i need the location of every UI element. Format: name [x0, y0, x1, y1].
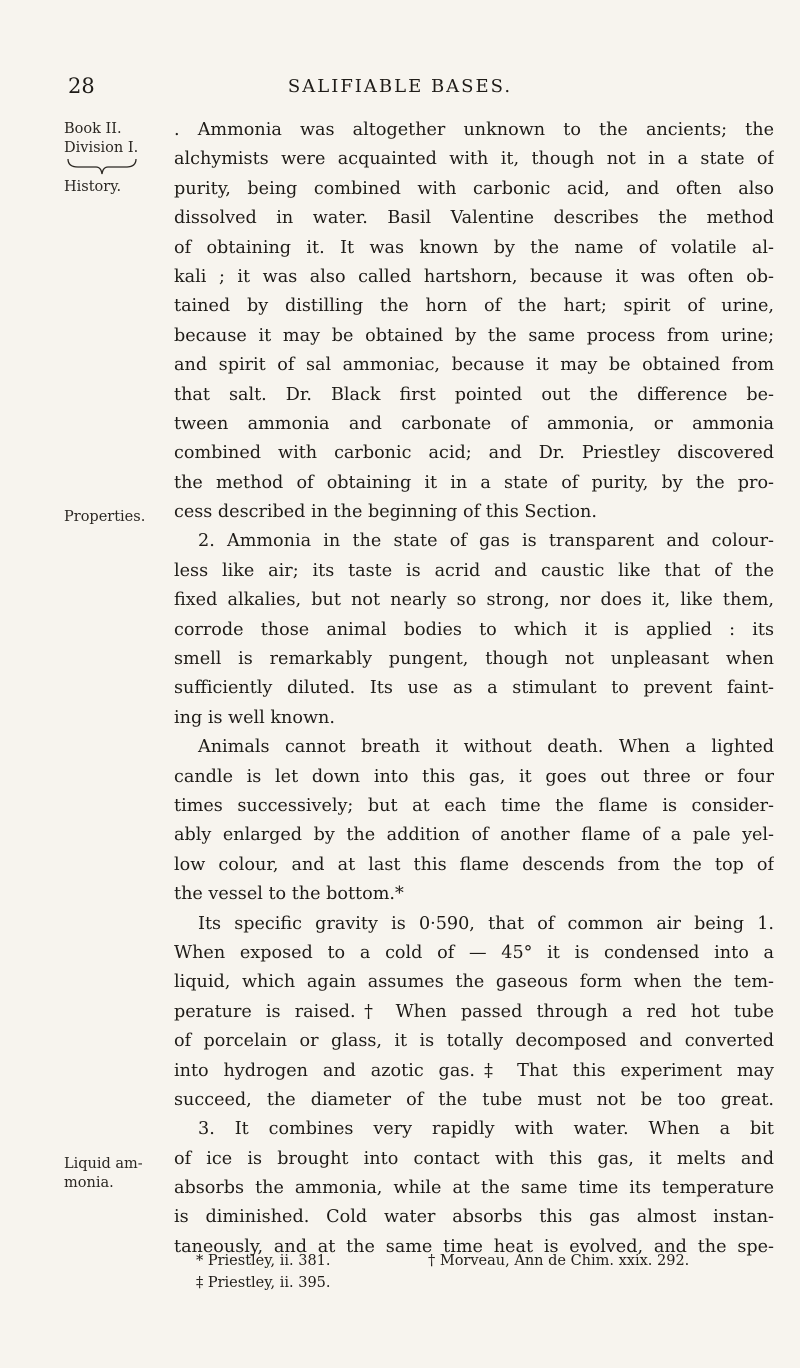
page-number: 28 — [68, 74, 95, 98]
footnotes — [196, 1250, 776, 1294]
body-line: low colour, and at last this flame descends from the top of — [174, 854, 774, 875]
body-line: combined with carbonic acid; and Dr. Priestley discovered — [174, 443, 774, 464]
body-line: kali ; it was also called hartshorn, because it was often ob- — [174, 266, 774, 287]
body-line: cess described in the beginning of this Section. — [174, 502, 597, 523]
body-line: Animals cannot breath it without death. When a lighted — [198, 737, 774, 758]
margin-note-liquid-1: Liquid am- — [64, 1156, 143, 1172]
body-line: of ice is brought into contact with this gas, it melts and — [174, 1148, 774, 1169]
margin-note-division: Division I. — [64, 140, 139, 156]
body-line: liquid, which again assumes the gaseous form when the tem- — [174, 972, 774, 993]
body-line: purity, being combined with carbonic acid, and often also — [174, 178, 774, 199]
margin-note-history: History. — [64, 179, 122, 195]
body-line: sufficiently diluted. Its use as a stimulant to prevent faint- — [174, 678, 774, 699]
body-line: is diminished. Cold water absorbs this gas almost instan- — [174, 1207, 774, 1228]
margin-note-liquid-2: monia. — [64, 1175, 114, 1191]
body-line: absorbs the ammonia, while at the same time its temperature — [174, 1178, 774, 1199]
body-line: the vessel to the bottom.* — [174, 884, 404, 905]
body-line: taneously, and at the same time heat is evolved, and the spe- — [174, 1236, 774, 1257]
footnote-ddagger: ‡ Priestley, ii. 395. — [196, 1275, 331, 1291]
body-line: dissolved in water. Basil Valentine describes the method — [174, 208, 774, 229]
body-line: smell is remarkably pungent, though not unpleasant when — [174, 649, 774, 670]
running-head: SALIFIABLE BASES. — [287, 76, 513, 97]
body-text — [174, 116, 774, 1262]
body-line: ing is well known. — [174, 707, 335, 728]
body-line: into hydrogen and azotic gas.‡ That this experiment may — [174, 1060, 774, 1081]
body-line: 2. Ammonia in the state of gas is transparent and colour- — [198, 531, 774, 552]
body-line: times successively; but at each time the flame is consider- — [174, 795, 774, 816]
body-line: candle is let down into this gas, it goes out three or four — [174, 766, 774, 787]
footnote-dagger: † Morveau, Ann de Chim. xxix. 292. — [428, 1253, 690, 1269]
body-line: of porcelain or glass, it is totally decomposed and converted — [174, 1031, 774, 1052]
body-line: alchymists were acquainted with it, though not in a state of — [174, 149, 774, 170]
body-line: less like air; its taste is acrid and caustic like that of the — [174, 560, 774, 581]
footnote-star: * Priestley, ii. 381. — [196, 1253, 331, 1269]
body-line: perature is raised.† When passed through a red hot tube — [174, 1001, 774, 1022]
margin-note-properties: Properties. — [64, 509, 146, 525]
body-line: and spirit of sal ammoniac, because it may be obtained from — [174, 355, 774, 376]
body-line: . Ammonia was altogether unknown to the ancients; the — [174, 120, 774, 140]
body-line: tween ammonia and carbonate of ammonia, or ammonia — [174, 413, 774, 434]
body-line: corrode those animal bodies to which it is applied : its — [174, 619, 774, 640]
body-line: of obtaining it. It was known by the name of volatile al- — [174, 237, 774, 258]
body-line: the method of obtaining it in a state of purity, by the pro- — [174, 472, 774, 493]
body-line: When exposed to a cold of — 45° it is condensed into a — [174, 942, 774, 963]
body-line: tained by distilling the horn of the hart; spirit of urine, — [174, 296, 774, 317]
body-line: that salt. Dr. Black first pointed out the difference be- — [174, 384, 774, 405]
brace-icon — [66, 158, 138, 178]
body-line: Its specific gravity is 0·590, that of common air being 1. — [198, 913, 774, 934]
body-line: 3. It combines very rapidly with water. When a bit — [198, 1119, 774, 1140]
body-line: because it may be obtained by the same process from urine; — [174, 325, 774, 346]
body-line: ably enlarged by the addition of another flame of a pale yel- — [174, 825, 774, 846]
body-line: succeed, the diameter of the tube must not be too great. — [174, 1089, 774, 1110]
body-line: fixed alkalies, but not nearly so strong, nor does it, like them, — [174, 590, 774, 611]
margin-note-book: Book II. — [64, 121, 122, 137]
